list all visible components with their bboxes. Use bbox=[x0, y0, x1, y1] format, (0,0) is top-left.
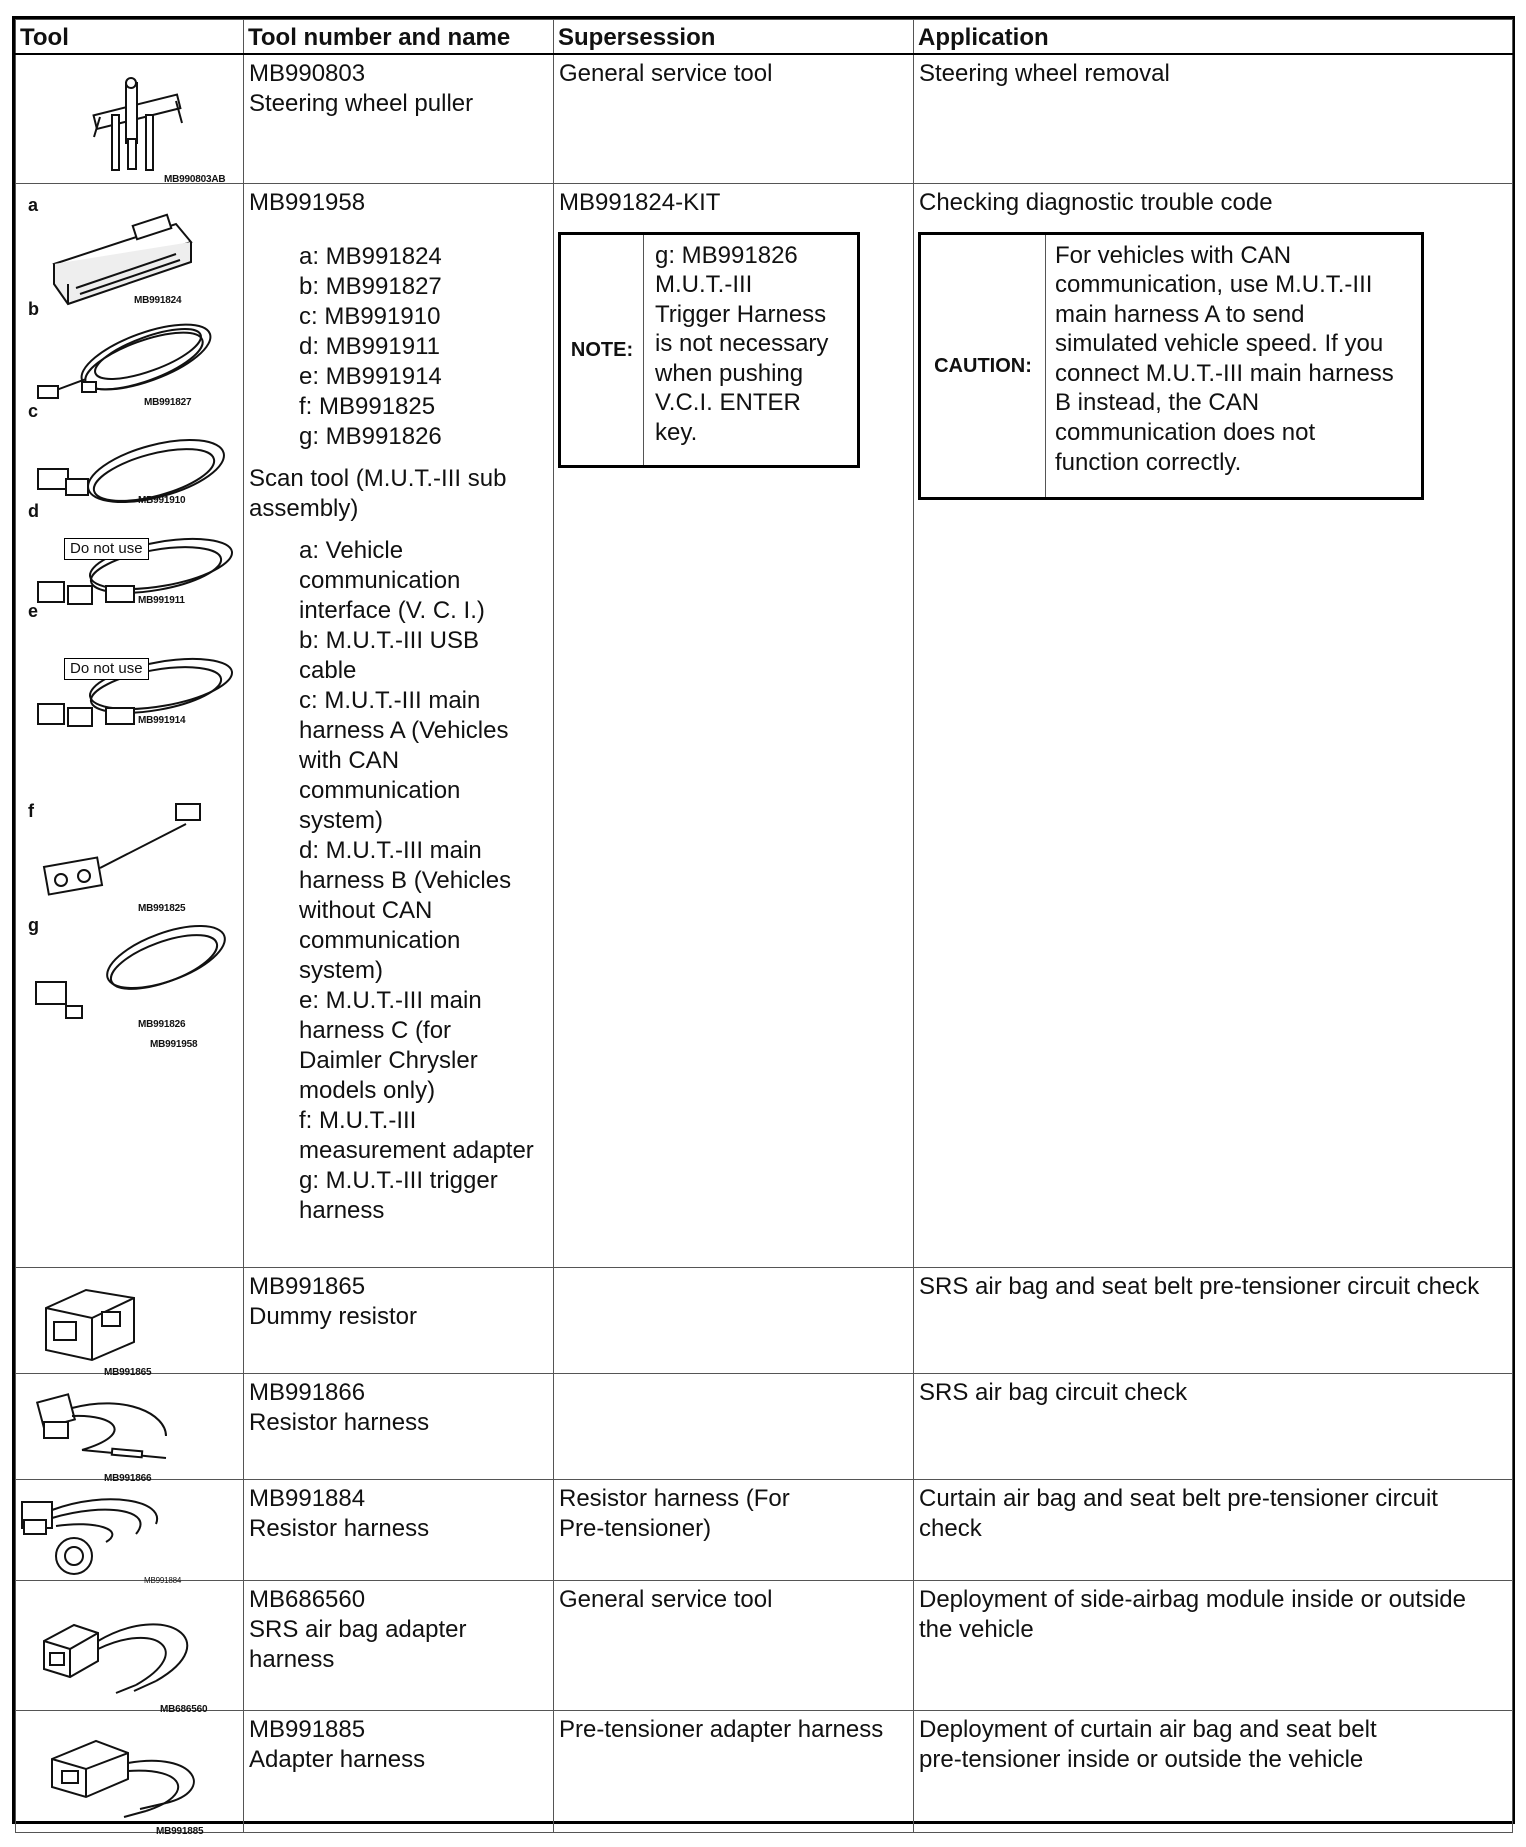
list-item: cable bbox=[299, 656, 357, 684]
tool-image-label: MB991885 bbox=[156, 1825, 204, 1837]
tool-image-label: MB686560 bbox=[160, 1703, 208, 1715]
special-tools-table bbox=[15, 19, 1513, 1837]
caution-line: B instead, the CAN bbox=[1055, 389, 1260, 417]
caution-line: simulated vehicle speed. If you bbox=[1055, 330, 1384, 358]
application-cell bbox=[914, 1373, 1513, 1479]
tool-image-label: MB991826 bbox=[138, 1018, 186, 1030]
list-item: b: MB991827 bbox=[299, 272, 442, 300]
supersession-cell bbox=[554, 183, 914, 1267]
tool-image-label: MB991866 bbox=[104, 1472, 152, 1484]
caution-line: function correctly. bbox=[1055, 448, 1242, 476]
list-item: a: Vehicle bbox=[299, 536, 404, 564]
supersession-text: Resistor harness (For bbox=[559, 1484, 790, 1512]
tool-number-name-cell bbox=[244, 1710, 554, 1832]
scan-tool-title: Scan tool (M.U.T.-III sub bbox=[249, 464, 507, 492]
caution-body bbox=[1055, 241, 1417, 478]
list-item: b: M.U.T.-III USB bbox=[299, 626, 480, 654]
list-item: harness C (for bbox=[299, 1016, 452, 1044]
tool-number: MB686560 bbox=[249, 1585, 366, 1613]
application-text: Deployment of curtain air bag and seat belt bbox=[919, 1715, 1377, 1743]
list-item: e: M.U.T.-III main bbox=[299, 986, 482, 1014]
supersession-cell bbox=[554, 1479, 914, 1580]
application-text: SRS air bag and seat belt pre-tensioner circuit check bbox=[919, 1272, 1480, 1300]
do-not-use-tag: Do not use bbox=[64, 658, 149, 680]
note-line: is not necessary bbox=[655, 330, 829, 358]
tool-image-label: MB991827 bbox=[144, 396, 192, 408]
sub-number-list bbox=[249, 242, 549, 452]
tool-name: SRS air bag adapter bbox=[249, 1615, 467, 1643]
application-cell bbox=[914, 1479, 1513, 1580]
supersession-text: General service tool bbox=[559, 1585, 773, 1613]
application-text: SRS air bag circuit check bbox=[919, 1378, 1188, 1406]
list-item: harness B (Vehicles bbox=[299, 866, 512, 894]
tool-number: MB991885 bbox=[249, 1715, 366, 1743]
caution-line: communication does not bbox=[1055, 419, 1316, 447]
note-body bbox=[655, 241, 853, 448]
supersession-text: Pre-tensioner adapter harness bbox=[559, 1715, 884, 1743]
tool-letter-d: d bbox=[28, 500, 39, 521]
application-cell bbox=[914, 54, 1513, 183]
scan-tool-kit-illustration bbox=[16, 184, 244, 1268]
caution-label: CAUTION: bbox=[921, 235, 1046, 497]
supersession-text: Pre-tensioner) bbox=[559, 1514, 712, 1542]
caution-line: For vehicles with CAN bbox=[1055, 241, 1292, 269]
tool-name: Steering wheel puller bbox=[249, 90, 474, 117]
resistor-harness-pretensioner-illustration bbox=[16, 1480, 244, 1581]
application-text: check bbox=[919, 1514, 982, 1542]
caution-line: communication, use M.U.T.-III bbox=[1055, 271, 1373, 299]
header-supersession: Supersession bbox=[554, 20, 914, 55]
list-item: e: MB991914 bbox=[299, 362, 442, 390]
tool-number-name-cell bbox=[244, 1580, 554, 1710]
list-item: d: MB991911 bbox=[299, 332, 440, 360]
tool-letter-f: f bbox=[28, 800, 34, 821]
tool-image-label: MB991824 bbox=[134, 294, 182, 306]
tool-letter-e: e bbox=[28, 600, 39, 621]
header-application: Application bbox=[914, 20, 1513, 55]
list-item: g: M.U.T.-III trigger bbox=[299, 1166, 498, 1194]
list-item: f: M.U.T.-III bbox=[299, 1106, 417, 1134]
tool-number: MB991884 bbox=[249, 1484, 366, 1512]
note-line: g: MB991826 bbox=[655, 241, 798, 269]
table-row bbox=[16, 1373, 1513, 1479]
table-row bbox=[16, 1479, 1513, 1580]
tool-image-label: MB991825 bbox=[138, 902, 186, 914]
note-line: when pushing bbox=[655, 359, 804, 387]
tool-letter-g: g bbox=[28, 914, 39, 935]
application-cell bbox=[914, 1580, 1513, 1710]
component-list bbox=[249, 536, 549, 1226]
tool-number: MB991865 bbox=[249, 1272, 366, 1300]
supersession-cell bbox=[554, 54, 914, 183]
list-item: with CAN bbox=[299, 746, 400, 774]
tool-letter-c: c bbox=[28, 400, 39, 421]
list-item: harness bbox=[299, 1196, 385, 1224]
header-row bbox=[16, 20, 1513, 55]
list-item: g: MB991826 bbox=[299, 422, 442, 450]
application-text: Steering wheel removal bbox=[919, 60, 1170, 87]
table-row bbox=[16, 54, 1513, 183]
header-tool-number-and-name: Tool number and name bbox=[244, 20, 554, 55]
tool-image-label: MB991914 bbox=[138, 714, 186, 726]
tool-number: MB991866 bbox=[249, 1378, 366, 1406]
tool-image-label: MB991884 bbox=[144, 1575, 182, 1585]
caution-line: connect M.U.T.-III main harness bbox=[1055, 359, 1394, 387]
note-box bbox=[558, 232, 860, 468]
tool-number-name-cell bbox=[244, 1267, 554, 1373]
tool-image-cell bbox=[16, 1479, 244, 1585]
table-row bbox=[16, 1710, 1513, 1832]
tool-letter-b: b bbox=[28, 298, 39, 319]
application-cell bbox=[914, 1710, 1513, 1832]
list-item: without CAN bbox=[299, 896, 433, 924]
tool-name: Resistor harness bbox=[249, 1514, 430, 1542]
tool-image-label: MB991910 bbox=[138, 494, 186, 506]
special-tools-sheet bbox=[12, 16, 1515, 1837]
header-tool: Tool bbox=[16, 20, 244, 55]
tool-number-name-cell bbox=[244, 54, 554, 183]
table-row bbox=[16, 1580, 1513, 1710]
note-line: V.C.I. ENTER bbox=[655, 389, 801, 417]
list-item: interface (V. C. I.) bbox=[299, 596, 485, 624]
list-item: Daimler Chrysler bbox=[299, 1046, 478, 1074]
tool-image-label: MB990803AB bbox=[164, 174, 226, 185]
table-row bbox=[16, 1267, 1513, 1373]
list-item: d: M.U.T.-III main bbox=[299, 836, 482, 864]
application-text: the vehicle bbox=[919, 1615, 1034, 1643]
tool-number: MB990803 bbox=[249, 60, 366, 87]
list-item: system) bbox=[299, 956, 383, 984]
list-item: a: MB991824 bbox=[299, 242, 442, 270]
note-line: M.U.T.-III bbox=[655, 271, 753, 299]
list-item: f: MB991825 bbox=[299, 392, 436, 420]
caution-box bbox=[918, 232, 1424, 500]
list-item: models only) bbox=[299, 1076, 436, 1104]
supersession-cell bbox=[554, 1373, 914, 1479]
application-text: Deployment of side-airbag module inside or outside bbox=[919, 1585, 1466, 1613]
application-cell bbox=[914, 183, 1513, 1267]
tool-image-cell bbox=[16, 1373, 244, 1484]
supersession-cell bbox=[554, 1267, 914, 1373]
do-not-use-tag: Do not use bbox=[64, 538, 149, 560]
list-item: communication bbox=[299, 926, 461, 954]
tool-name: Adapter harness bbox=[249, 1745, 426, 1773]
tool-image-cell bbox=[16, 183, 244, 1267]
note-label: NOTE: bbox=[561, 235, 644, 465]
tool-image-cell bbox=[16, 1580, 244, 1715]
tool-group-label: MB991958 bbox=[150, 1038, 198, 1050]
tool-image-cell bbox=[16, 1267, 244, 1378]
adapter-harness-illustration bbox=[16, 1711, 244, 1833]
tool-name: harness bbox=[249, 1645, 335, 1673]
note-line: key. bbox=[655, 419, 698, 447]
note-line: Trigger Harness bbox=[655, 300, 827, 328]
srs-adapter-harness-illustration bbox=[16, 1581, 244, 1711]
tool-number-name-cell bbox=[244, 1479, 554, 1580]
supersession-text: General service tool bbox=[559, 60, 773, 87]
application-text: Curtain air bag and seat belt pre-tensioner circuit bbox=[919, 1484, 1438, 1512]
application-text: Checking diagnostic trouble code bbox=[919, 188, 1273, 216]
tool-image-label: MB991865 bbox=[104, 1366, 152, 1378]
list-item: communication bbox=[299, 776, 461, 804]
list-item: communication bbox=[299, 566, 461, 594]
tool-number-name-cell bbox=[244, 183, 554, 1267]
tool-image-label: MB991911 bbox=[138, 594, 185, 606]
list-item: harness A (Vehicles bbox=[299, 716, 509, 744]
caution-line: main harness A to send bbox=[1055, 300, 1305, 328]
tool-name: Resistor harness bbox=[249, 1408, 430, 1436]
tool-number-name-cell bbox=[244, 1373, 554, 1479]
list-item: c: MB991910 bbox=[299, 302, 441, 330]
application-cell bbox=[914, 1267, 1513, 1373]
list-item: system) bbox=[299, 806, 383, 834]
application-text: pre-tensioner inside or outside the vehicle bbox=[919, 1745, 1364, 1773]
supersession-text: MB991824-KIT bbox=[559, 188, 721, 216]
tool-letter-a: a bbox=[28, 194, 39, 215]
list-item: measurement adapter bbox=[299, 1136, 534, 1164]
tool-image-cell bbox=[16, 1710, 244, 1837]
list-item: c: M.U.T.-III main bbox=[299, 686, 481, 714]
supersession-cell bbox=[554, 1710, 914, 1832]
supersession-cell bbox=[554, 1580, 914, 1710]
scan-tool-title: assembly) bbox=[249, 494, 359, 522]
tool-number: MB991958 bbox=[249, 188, 366, 216]
tool-name: Dummy resistor bbox=[249, 1302, 418, 1330]
tool-image-cell bbox=[16, 54, 244, 183]
table-row bbox=[16, 183, 1513, 1267]
